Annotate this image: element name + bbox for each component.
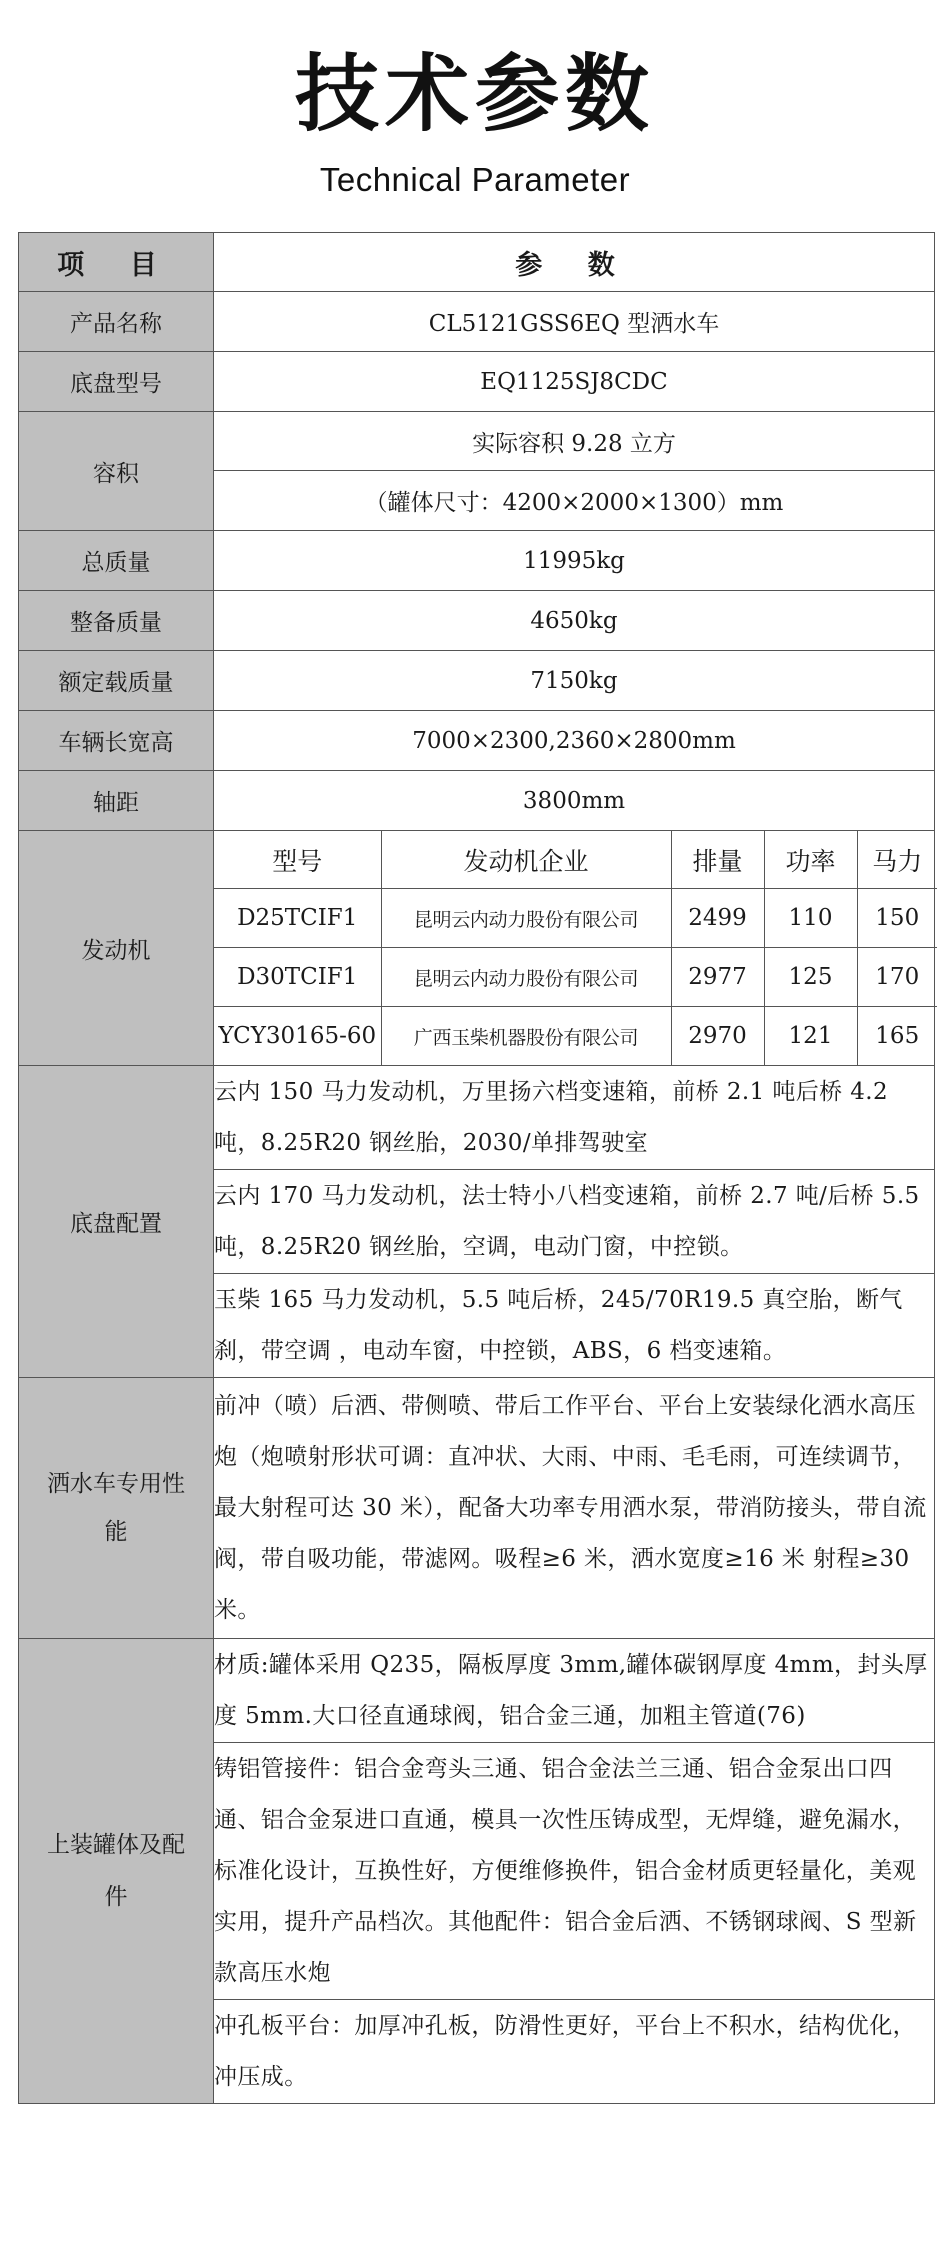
row-gross-mass [19,531,935,591]
rated-load-label: 额定载质量 [19,651,214,711]
engine-horsepower: 170 [857,948,937,1007]
curb-mass-label: 整备质量 [19,591,214,651]
row-curb-mass [19,591,935,651]
engine-model: D25TCIF1 [214,889,381,948]
row-wheelbase [19,771,935,831]
row-engine [19,831,935,1066]
row-chassis-model [19,352,935,412]
engine-horsepower: 150 [857,889,937,948]
engine-header-horsepower: 马力 [857,831,937,889]
engine-displacement: 2977 [671,948,764,1007]
engine-horsepower: 165 [857,1007,937,1066]
wheelbase-value: 3800mm [214,771,935,831]
spec-table [18,232,935,2104]
engine-model: D30TCIF1 [214,948,381,1007]
chassis-model-value: EQ1125SJ8CDC [214,352,935,412]
row-chassis-config-1 [19,1066,935,1170]
engine-row [214,1007,937,1066]
engine-model: YCY30165-60 [214,1007,381,1066]
header-param-cell: 参 数 [214,233,935,292]
engine-header-power: 功率 [764,831,857,889]
page-title: 技术参数 [294,45,655,143]
gross-mass-label: 总质量 [19,531,214,591]
engine-power: 121 [764,1007,857,1066]
chassis-config-item: 云内 150 马力发动机，万里扬六档变速箱，前桥 2.1 吨后桥 4.2 吨，8.25R20 钢丝胎，2030/单排驾驶室 [214,1066,935,1170]
chassis-config-item: 玉柴 165 马力发动机，5.5 吨后桥，245/70R19.5 真空胎，断气刹，带空调 ，电动车窗，中控锁，ABS，6 档变速箱。 [214,1274,935,1378]
row-rated-load [19,651,935,711]
gross-mass-value: 11995kg [214,531,935,591]
engine-cell [214,831,935,1066]
engine-row [214,889,937,948]
engine-displacement: 2499 [671,889,764,948]
wheelbase-label: 轴距 [19,771,214,831]
volume-label: 容积 [19,412,214,531]
engine-maker: 昆明云内动力股份有限公司 [381,889,671,948]
engine-displacement: 2970 [671,1007,764,1066]
engine-power: 125 [764,948,857,1007]
row-special-function [19,1378,935,1639]
row-product-name [19,292,935,352]
special-function-text: 前冲（喷）后洒、带侧喷、带后工作平台、平台上安装绿化洒水高压炮（炮喷射形状可调：直冲状、大雨、中雨、毛毛雨，可连续调节，最大射程可达 30 米），配备大功率专用洒水泵，带消防接头，带自流阀，带自吸功能，带滤网。吸程≥6 米，洒水宽度≥16 米 射程≥30 米。 [214,1378,935,1639]
product-name-value: CL5121GSS6EQ 型洒水车 [214,292,935,352]
engine-label: 发动机 [19,831,214,1066]
table-header-row [19,233,935,292]
volume-value-2: （罐体尺寸：4200×2000×1300）mm [214,471,935,531]
engine-table [214,831,937,1065]
row-tank-parts-1 [19,1639,935,1743]
engine-power: 110 [764,889,857,948]
engine-header-displacement: 排量 [671,831,764,889]
rated-load-value: 7150kg [214,651,935,711]
engine-header-maker: 发动机企业 [381,831,671,889]
engine-header-row [214,831,937,889]
special-function-label: 洒水车专用性能 [19,1378,214,1639]
product-name-label: 产品名称 [19,292,214,352]
curb-mass-value: 4650kg [214,591,935,651]
tank-parts-label: 上装罐体及配件 [19,1639,214,2104]
chassis-model-label: 底盘型号 [19,352,214,412]
dimensions-label: 车辆长宽高 [19,711,214,771]
engine-maker: 广西玉柴机器股份有限公司 [381,1007,671,1066]
tank-parts-item: 材质:罐体采用 Q235，隔板厚度 3mm,罐体碳钢厚度 4mm，封头厚度 5mm.大口径直通球阀，铝合金三通，加粗主管道(76) [214,1639,935,1743]
header-item-cell: 项 目 [19,233,214,292]
engine-row [214,948,937,1007]
volume-value-1: 实际容积 9.28 立方 [214,412,935,471]
row-volume-1 [19,412,935,471]
engine-maker: 昆明云内动力股份有限公司 [381,948,671,1007]
dimensions-value: 7000×2300,2360×2800mm [214,711,935,771]
tank-parts-item: 铸铝管接件：铝合金弯头三通、铝合金法兰三通、铝合金泵出口四通、铝合金泵进口直通，模具一次性压铸成型，无焊缝，避免漏水，标准化设计，互换性好，方便维修换件，铝合金材质更轻量化，美观实用，提升产品档次。其他配件：铝合金后洒、不锈钢球阀、S 型新款高压水炮 [214,1743,935,2000]
page-subtitle: Technical Parameter [319,161,631,198]
page-header [0,0,950,232]
chassis-config-item: 云内 170 马力发动机，法士特小八档变速箱，前桥 2.7 吨/后桥 5.5 吨，8.25R20 钢丝胎，空调，电动门窗，中控锁。 [214,1170,935,1274]
chassis-config-label: 底盘配置 [19,1066,214,1378]
tank-parts-item: 冲孔板平台：加厚冲孔板，防滑性更好，平台上不积水，结构优化，冲压成。 [214,2000,935,2104]
row-dimensions [19,711,935,771]
engine-header-model: 型号 [214,831,381,889]
